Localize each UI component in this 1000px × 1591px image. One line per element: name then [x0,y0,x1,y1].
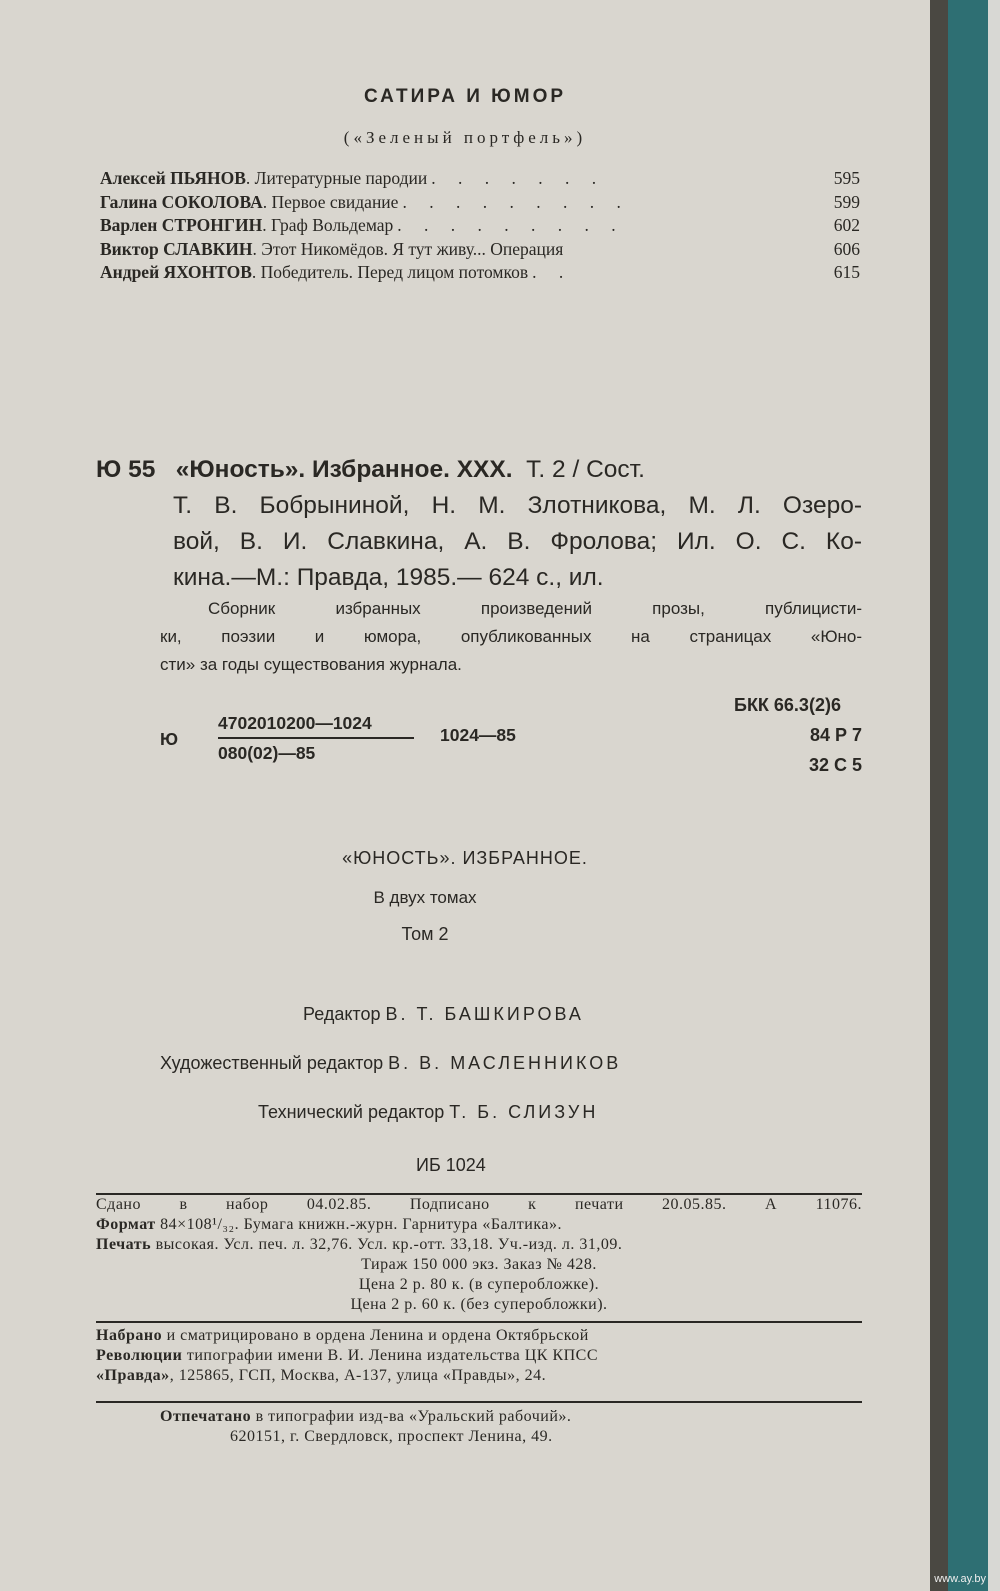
author-surname: ПЬЯНОВ [170,168,246,188]
volume-label: Том 2 [401,924,449,944]
work-title: . Граф Вольдемар [262,215,394,235]
watermark: www.ay.by [934,1573,986,1585]
credit-role: Художественный редактор [160,1053,384,1073]
ib-number: ИБ 1024 [416,1155,486,1175]
class-code: 1024—85 [440,725,516,745]
credit-role: Редактор [303,1004,381,1024]
section-subtitle: («Зеленый портфель») [343,128,587,147]
bib-code: Ю 55 [96,456,156,483]
author-name: Алексей [100,168,166,188]
pub-label: Отпечатано [160,1408,252,1425]
toc-entry [100,262,860,286]
bibliographic-record [96,452,862,596]
pub-line: 620151, г. Свердловск, проспект Ленина, 49. [230,1428,553,1445]
bib-line: вой, В. И. Славкина, А. В. Фролова; Ил. О. С. Ко- [173,528,862,555]
work-title: . Этот Никомёдов. Я тут живу... Операция [252,238,564,259]
class-letter: Ю [160,729,179,749]
toc-entry [100,215,860,239]
author-surname: СОКОЛОВА [161,191,263,212]
credit-name: В. В. МАСЛЕННИКОВ [388,1053,622,1073]
toc-entry [100,168,860,192]
bbk-line: 84 Р 7 [809,725,862,745]
bbk-line: БКК 66.3(2)6 [734,695,841,715]
background-edge [988,0,1000,1591]
annotation-line: Сборник избранных произведений прозы, публицисти- [208,599,862,618]
leader-dots: . . . . . . . [431,168,606,188]
pub-text: в типографии изд-ва «Уральский рабочий». [255,1408,572,1425]
credit-editor [303,1004,584,1025]
class-denominator: 080(02)—85 [218,743,316,763]
divider [96,1321,862,1323]
section-title: САТИРА И ЮМОР [363,86,567,107]
page-number: 595 [833,168,860,188]
toc-entry [100,192,860,216]
credit-tech-editor [258,1102,598,1123]
page-number: 599 [833,191,860,212]
credit-art-editor [160,1053,621,1074]
printed-by [160,1408,860,1448]
pub-text: , 125865, ГСП, Москва, А-137, улица «Правды», 24. [169,1367,547,1384]
credit-name: В. Т. БАШКИРОВА [385,1004,584,1024]
pub-text: типографии имени В. И. Ленина издательства ЦК КПСС [186,1347,599,1364]
author-surname: СТРОНГИН [161,215,263,235]
page-number: 602 [833,215,860,235]
publication-details [96,1196,862,1316]
page-number: 606 [833,238,860,259]
table-of-contents [100,168,860,286]
pub-line: Цена 2 р. 60 к. (без суперобложки). [350,1296,608,1313]
credit-role: Технический редактор [258,1102,445,1122]
pub-text: и сматрицировано в ордена Ленина и ордена Октябрьской [166,1327,589,1344]
toc-entry [100,239,860,263]
leader-dots: . . . . . . . . . [397,215,625,235]
credit-name: Т. Б. СЛИЗУН [449,1102,599,1122]
pub-line: Цена 2 р. 80 к. (в суперобложке). [358,1276,600,1293]
pub-text: 84×108¹/₃₂. Бумага книжн.-журн. Гарнитура «Балтика». [160,1216,562,1233]
annotation-line: сти» за годы существования журнала. [160,655,462,674]
author-name: Варлен [100,215,158,235]
pub-label: «Правда» [96,1367,170,1384]
author-surname: ЯХОНТОВ [163,262,252,282]
bbk-line: 32 С 5 [808,755,862,775]
annotation-line: ки, поэзии и юмора, опубликованных на страницах «Юно- [160,627,862,646]
pub-line: Тираж 150 000 экз. Заказ № 428. [361,1256,597,1273]
leader-dots: . . . . . . . . . [402,191,630,212]
annotation [160,595,862,679]
pub-line: Сдано в набор 04.02.85. Подписано к печати 20.05.85. А 11076. [96,1196,862,1213]
divider [96,1401,862,1403]
volumes-note: В двух томах [373,888,477,907]
bib-line: Т. В. Бобрыниной, Н. М. Злотникова, М. Л. Озеро- [173,492,862,519]
pub-label: Революции [96,1347,183,1364]
bib-title: «Юность». Избранное. XXX. [175,456,513,483]
book-cover-edge [948,0,988,1591]
author-surname: СЛАВКИН [163,238,253,259]
printer-details [96,1327,862,1387]
author-name: Виктор [100,238,159,259]
divider [96,1193,862,1195]
author-name: Галина [100,191,158,212]
bib-line: кина.—М.: Правда, 1985.— 624 с., ил. [173,564,604,591]
class-numerator: 4702010200—1024 [218,713,414,739]
pub-label: Набрано [96,1327,163,1344]
work-title: . Первое свидание [262,191,399,212]
pub-label: Формат [96,1216,156,1233]
leader-dots: . . [532,262,573,282]
work-title: . Победитель. Перед лицом потомков [251,262,529,282]
work-title: . Литературные пародии [245,168,428,188]
bib-volume: Т. 2 / Сост. [526,456,645,483]
page-number: 615 [833,262,860,282]
author-name: Андрей [100,262,160,282]
book-title: «ЮНОСТЬ». ИЗБРАННОЕ. [342,848,588,868]
pub-text: высокая. Усл. печ. л. 32,76. Усл. кр.-отт. 33,18. Уч.-изд. л. 31,09. [155,1236,623,1253]
pub-label: Печать [96,1236,152,1253]
bbk-index [700,690,862,780]
